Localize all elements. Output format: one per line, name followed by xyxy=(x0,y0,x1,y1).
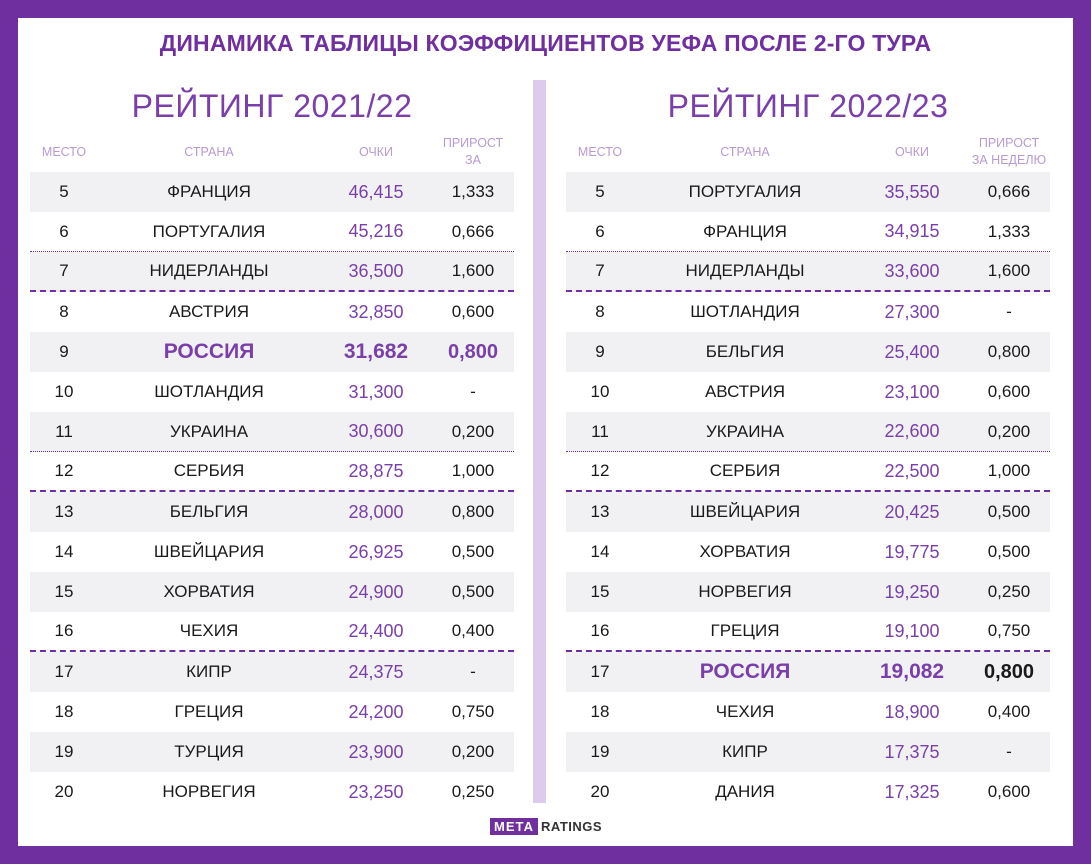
cell-country: СЕРБИЯ xyxy=(709,461,781,480)
cell-place: 13 xyxy=(590,502,610,521)
header-points: ОЧКИ xyxy=(894,145,930,159)
cell-gain: 0,600 xyxy=(451,302,495,321)
table-row xyxy=(30,492,514,532)
header-gain-line1: ПРИРОСТ xyxy=(442,136,504,150)
table-row xyxy=(30,252,514,292)
cell-country: НОРВЕГИЯ xyxy=(698,582,792,601)
table-row xyxy=(30,572,514,612)
cell-points: 33,600 xyxy=(884,260,940,281)
cell-gain: 0,750 xyxy=(987,621,1031,640)
cell-points: 22,600 xyxy=(884,421,940,441)
cell-place: 6 xyxy=(595,221,605,241)
cell-points: 24,400 xyxy=(348,620,404,641)
cell-country: ГРЕЦИЯ xyxy=(710,621,780,640)
cell-gain: 0,800 xyxy=(447,340,499,363)
cell-gain: 0,750 xyxy=(451,702,495,721)
logo-part1: МЕТА xyxy=(490,818,538,835)
cell-place: 16 xyxy=(590,621,610,640)
cell-place: 19 xyxy=(54,742,74,761)
cell-country: АВСТРИЯ xyxy=(704,382,786,401)
cell-gain: 0,200 xyxy=(987,421,1031,441)
cell-country: ПОРТУГАЛИЯ xyxy=(688,182,802,201)
cell-points: 19,775 xyxy=(884,541,940,562)
cell-country: УКРАИНА xyxy=(705,421,785,441)
table-row xyxy=(30,612,514,652)
cell-place: 11 xyxy=(591,421,609,441)
cell-points: 17,325 xyxy=(884,781,940,802)
header-gain xyxy=(968,135,1050,169)
cell-points: 20,425 xyxy=(884,501,940,522)
table-row xyxy=(30,692,514,732)
panel-divider xyxy=(533,80,546,803)
cell-points: 17,375 xyxy=(884,741,940,762)
cell-gain: - xyxy=(470,382,476,401)
cell-points: 23,250 xyxy=(348,781,404,802)
cell-gain: 0,666 xyxy=(987,182,1031,201)
meta-ratings-logo xyxy=(490,816,602,836)
table-row xyxy=(566,692,1050,732)
cell-gain: - xyxy=(1006,302,1012,321)
cell-country: КИПР xyxy=(186,662,232,681)
table-row xyxy=(30,332,514,372)
cell-place: 20 xyxy=(590,782,610,801)
table-row xyxy=(30,212,514,252)
cell-points: 23,900 xyxy=(348,741,404,762)
cell-points: 19,082 xyxy=(879,660,945,683)
cell-gain: 0,800 xyxy=(983,660,1035,683)
table-header xyxy=(30,132,514,172)
cell-gain: 0,600 xyxy=(987,382,1031,401)
cell-gain: 1,600 xyxy=(451,261,495,280)
cell-country: РОССИЯ xyxy=(163,340,255,363)
cell-place: 8 xyxy=(59,302,69,321)
cell-gain: 0,200 xyxy=(451,421,495,441)
table-row xyxy=(566,292,1050,332)
cell-country: СЕРБИЯ xyxy=(173,461,245,480)
cell-country: УКРАИНА xyxy=(169,421,249,441)
header-gain xyxy=(432,135,514,169)
table-row xyxy=(566,172,1050,212)
table-row xyxy=(566,772,1050,812)
header-points: ОЧКИ xyxy=(358,145,394,159)
cell-points: 30,600 xyxy=(348,421,404,441)
table-row xyxy=(566,332,1050,372)
cell-place: 14 xyxy=(590,542,610,561)
cell-place: 20 xyxy=(54,782,74,801)
table-row xyxy=(566,652,1050,692)
cell-country: ШВЕЙЦАРИЯ xyxy=(689,502,801,521)
cell-gain: - xyxy=(470,662,476,681)
cell-gain: 1,333 xyxy=(987,221,1031,241)
cell-gain: 0,400 xyxy=(451,621,495,640)
cell-points: 32,850 xyxy=(348,301,404,322)
cell-points: 46,415 xyxy=(348,181,404,202)
cell-points: 27,300 xyxy=(884,301,940,322)
table-row xyxy=(566,572,1050,612)
table-row xyxy=(566,412,1050,452)
rating-panel-2021-22 xyxy=(30,80,514,812)
table-row xyxy=(566,252,1050,292)
cell-place: 19 xyxy=(590,742,610,761)
table-row xyxy=(566,492,1050,532)
cell-place: 10 xyxy=(54,382,74,401)
cell-place: 12 xyxy=(590,461,610,480)
cell-place: 17 xyxy=(590,662,610,681)
cell-country: ЧЕХИЯ xyxy=(179,621,239,640)
cell-points: 22,500 xyxy=(884,460,940,481)
cell-place: 5 xyxy=(59,182,69,201)
cell-country: АВСТРИЯ xyxy=(168,302,250,321)
cell-country: КИПР xyxy=(722,742,768,761)
cell-country: ТУРЦИЯ xyxy=(174,742,244,761)
table-row xyxy=(30,372,514,412)
cell-place: 17 xyxy=(54,662,74,681)
cell-points: 26,925 xyxy=(348,541,404,562)
cell-points: 45,216 xyxy=(348,221,404,241)
cell-country: ШОТЛАНДИЯ xyxy=(154,382,264,401)
cell-place: 6 xyxy=(59,221,69,241)
cell-place: 18 xyxy=(590,702,610,721)
cell-gain: 0,200 xyxy=(451,742,495,761)
infographic-card xyxy=(18,18,1073,846)
table-body xyxy=(566,172,1050,812)
logo-part2: RATINGS xyxy=(541,818,603,834)
cell-points: 34,915 xyxy=(884,221,940,241)
cell-country: ГРЕЦИЯ xyxy=(174,702,244,721)
table-row xyxy=(566,732,1050,772)
cell-country: ШОТЛАНДИЯ xyxy=(690,302,800,321)
cell-gain: 0,800 xyxy=(451,502,495,521)
cell-country: НИДЕРЛАНДЫ xyxy=(149,261,269,280)
cell-place: 12 xyxy=(54,461,74,480)
cell-points: 23,100 xyxy=(884,381,940,402)
cell-country: БЕЛЬГИЯ xyxy=(169,502,249,521)
cell-place: 5 xyxy=(595,182,605,201)
cell-gain: 0,500 xyxy=(451,582,495,601)
cell-points: 18,900 xyxy=(884,701,940,722)
cell-gain: 0,666 xyxy=(451,221,495,241)
header-gain-line2: ЗА НЕДЕЛЮ xyxy=(971,153,1047,167)
cell-gain: 0,500 xyxy=(987,502,1031,521)
cell-country: ПОРТУГАЛИЯ xyxy=(152,221,266,241)
page-title: ДИНАМИКА ТАБЛИЦЫ КОЭФФИЦИЕНТОВ УЕФА ПОСЛЕ 2-ГО ТУРА xyxy=(159,30,932,56)
cell-place: 14 xyxy=(54,542,74,561)
cell-place: 13 xyxy=(54,502,74,521)
cell-gain: 1,600 xyxy=(987,261,1031,280)
cell-gain: 0,500 xyxy=(987,542,1031,561)
cell-gain: 0,250 xyxy=(451,782,495,801)
cell-gain: - xyxy=(1006,742,1012,761)
table-row xyxy=(30,452,514,492)
header-country: СТРАНА xyxy=(184,145,234,159)
table-row xyxy=(566,612,1050,652)
table-row xyxy=(30,172,514,212)
table-row xyxy=(30,412,514,452)
cell-points: 31,300 xyxy=(348,381,404,402)
header-place: МЕСТО xyxy=(577,145,623,159)
cell-country: ФРАНЦИЯ xyxy=(167,182,251,201)
cell-country: ДАНИЯ xyxy=(715,782,775,801)
table-row xyxy=(566,532,1050,572)
table-row xyxy=(30,732,514,772)
header-country: СТРАНА xyxy=(720,145,770,159)
cell-place: 9 xyxy=(595,342,605,361)
table-row xyxy=(566,452,1050,492)
rating-panel-2022-23 xyxy=(566,80,1050,812)
table-row xyxy=(566,212,1050,252)
cell-gain: 0,600 xyxy=(987,782,1031,801)
cell-points: 24,200 xyxy=(348,701,404,722)
rating-title: РЕЙТИНГ 2021/22 xyxy=(131,88,413,124)
cell-points: 19,100 xyxy=(884,620,940,641)
rating-title: РЕЙТИНГ 2022/23 xyxy=(667,88,949,124)
cell-gain: 1,333 xyxy=(451,182,495,201)
cell-points: 24,900 xyxy=(348,581,404,602)
cell-place: 8 xyxy=(595,302,605,321)
cell-country: НОРВЕГИЯ xyxy=(162,782,256,801)
cell-points: 19,250 xyxy=(884,581,940,602)
cell-country: ШВЕЙЦАРИЯ xyxy=(153,542,265,561)
cell-points: 36,500 xyxy=(348,260,404,281)
cell-gain: 0,250 xyxy=(987,582,1031,601)
table-row xyxy=(30,652,514,692)
table-row xyxy=(30,772,514,812)
cell-country: БЕЛЬГИЯ xyxy=(705,342,785,361)
cell-place: 9 xyxy=(59,342,69,361)
cell-points: 24,375 xyxy=(348,661,404,682)
cell-points: 35,550 xyxy=(884,181,940,202)
cell-points: 31,682 xyxy=(343,340,409,363)
cell-place: 15 xyxy=(590,582,610,601)
cell-gain: 1,000 xyxy=(451,461,495,480)
cell-country: ХОРВАТИЯ xyxy=(699,542,791,561)
cell-country: ФРАНЦИЯ xyxy=(703,221,787,241)
table-header xyxy=(566,132,1050,172)
cell-place: 16 xyxy=(54,621,74,640)
cell-place: 18 xyxy=(54,702,74,721)
table-row xyxy=(30,532,514,572)
cell-gain: 0,800 xyxy=(987,342,1031,361)
cell-place: 7 xyxy=(59,261,69,280)
cell-points: 28,875 xyxy=(348,460,404,481)
cell-country: НИДЕРЛАНДЫ xyxy=(685,261,805,280)
cell-country: ХОРВАТИЯ xyxy=(163,582,255,601)
header-place: МЕСТО xyxy=(41,145,87,159)
cell-gain: 0,400 xyxy=(987,702,1031,721)
cell-gain: 0,500 xyxy=(451,542,495,561)
table-row xyxy=(566,372,1050,412)
table-body xyxy=(30,172,514,812)
cell-country: РОССИЯ xyxy=(699,660,791,683)
cell-points: 25,400 xyxy=(884,341,940,362)
cell-points: 28,000 xyxy=(348,501,404,522)
table-row xyxy=(30,292,514,332)
cell-place: 7 xyxy=(595,261,605,280)
header-gain-line2: ЗА xyxy=(465,153,481,167)
cell-country: ЧЕХИЯ xyxy=(715,702,775,721)
cell-place: 11 xyxy=(55,421,73,441)
header-gain-line1: ПРИРОСТ xyxy=(978,136,1040,150)
cell-place: 10 xyxy=(590,382,610,401)
cell-gain: 1,000 xyxy=(987,461,1031,480)
cell-place: 15 xyxy=(54,582,74,601)
